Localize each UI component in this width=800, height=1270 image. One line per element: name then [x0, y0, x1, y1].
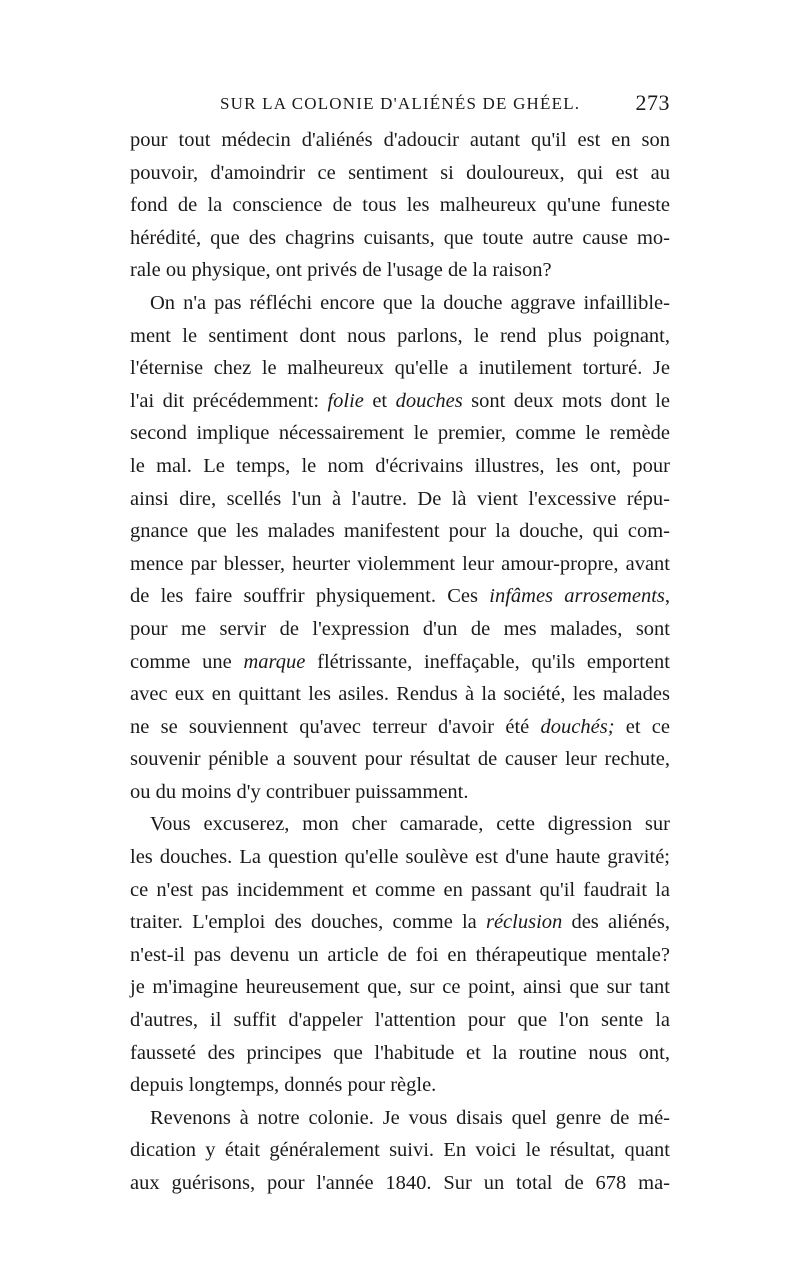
text-line: ainsi dire, scellés l'un à l'autre. De là vient l'excessive répu- — [130, 487, 670, 510]
text-line: les douches. La question qu'elle soulève est d'une haute gravité; — [130, 846, 670, 869]
text-line: pour me servir de l'expression d'un de mes malades, sont — [130, 617, 670, 640]
text-line: d'autres, il suffit d'appeler l'attention pour que l'on sente la — [130, 1009, 670, 1032]
text-line — [130, 646, 670, 679]
text-line: gnance que les malades manifestent pour la douche, qui com- — [130, 520, 670, 543]
text-line: ment le sentiment dont nous parlons, le rend plus poignant, — [130, 324, 670, 347]
text-segment: , — [664, 585, 671, 608]
running-title: SUR LA COLONIE D'ALIÉNÉS DE GHÉEL. — [220, 94, 581, 113]
italic-reclusion: réclusion — [485, 911, 563, 934]
text-line: second implique nécessairement le premier, comme le remède — [130, 422, 670, 445]
text-line — [130, 711, 670, 744]
text-line: je m'imagine heureusement que, sur ce point, ainsi que sur tant — [130, 976, 670, 999]
text-line: fond de la conscience de tous les malheureux qu'une funeste — [130, 194, 670, 217]
text-line: On n'a pas réfléchi encore que la douche aggrave infaillible- — [150, 291, 670, 314]
text-segment: et — [363, 389, 396, 412]
text-line: pour tout médecin d'aliénés d'adoucir autant qu'il est en son — [130, 129, 670, 151]
text-line: n'est-il pas devenu un article de foi en thérapeutique mentale? — [130, 943, 670, 966]
text-line: souvenir pénible a souvent pour résultat de causer leur rechute, — [130, 748, 670, 771]
italic-infames-arrosements: infâmes arrosements — [489, 585, 665, 608]
text-segment: de les faire souffrir physiquement. Ces — [130, 585, 478, 608]
text-line — [130, 580, 670, 613]
text-line — [130, 906, 670, 939]
italic-douches-participle: douchés; — [540, 715, 615, 738]
italic-marque: marque — [243, 650, 306, 673]
text-line — [130, 385, 670, 418]
text-segment: ne se souviennent qu'avec terreur d'avoir été — [130, 715, 530, 738]
text-line: ce n'est pas incidemment et comme en passant qu'il faudrait la — [130, 878, 670, 901]
text-line: depuis longtemps, donnés pour règle. — [130, 1074, 437, 1097]
text-line: dication y était généralement suivi. En voici le résultat, quant — [130, 1139, 670, 1162]
text-segment: flétrissante, ineffaçable, qu'ils emportent — [305, 650, 670, 673]
text-line: le mal. Le temps, le nom d'écrivains illustres, les ont, pour — [130, 454, 670, 477]
text-line: ou du moins d'y contribuer puissamment. — [130, 780, 469, 803]
text-segment: et ce — [614, 715, 671, 738]
text-line: fausseté des principes que l'habitude et la routine nous ont, — [130, 1041, 670, 1064]
running-head — [130, 90, 670, 120]
text-line: rale ou physique, ont privés de l'usage de la raison? — [130, 259, 552, 282]
text-line: avec eux en quittant les asiles. Rendus à la société, les malades — [130, 683, 670, 706]
italic-douches: douches — [395, 389, 463, 412]
text-segment: des aliénés, — [562, 911, 671, 934]
page-number: 273 — [635, 90, 670, 115]
text-line: Vous excuserez, mon cher camarade, cette digression sur — [150, 813, 670, 836]
text-line: mence par blesser, heurter violemment leur amour-propre, avant — [130, 552, 670, 575]
text-segment: l'ai dit précédemment: — [130, 389, 320, 412]
text-line: hérédité, que des chagrins cuisants, que toute autre cause mo- — [130, 226, 670, 249]
text-segment: sont deux mots dont le — [462, 389, 671, 412]
text-line: l'éternise chez le malheureux qu'elle a inutilement torturé. Je — [130, 357, 670, 380]
text-segment: comme une — [130, 650, 232, 673]
text-line: pouvoir, d'amoindrir ce sentiment si douloureux, qui est au — [130, 161, 670, 184]
italic-folie: folie — [327, 389, 364, 412]
text-segment: traiter. L'emploi des douches, comme la — [130, 911, 477, 934]
text-line: Revenons à notre colonie. Je vous disais quel genre de mé- — [150, 1106, 670, 1129]
body-text — [130, 124, 670, 1200]
text-line: aux guérisons, pour l'année 1840. Sur un total de 678 ma- — [130, 1172, 670, 1194]
